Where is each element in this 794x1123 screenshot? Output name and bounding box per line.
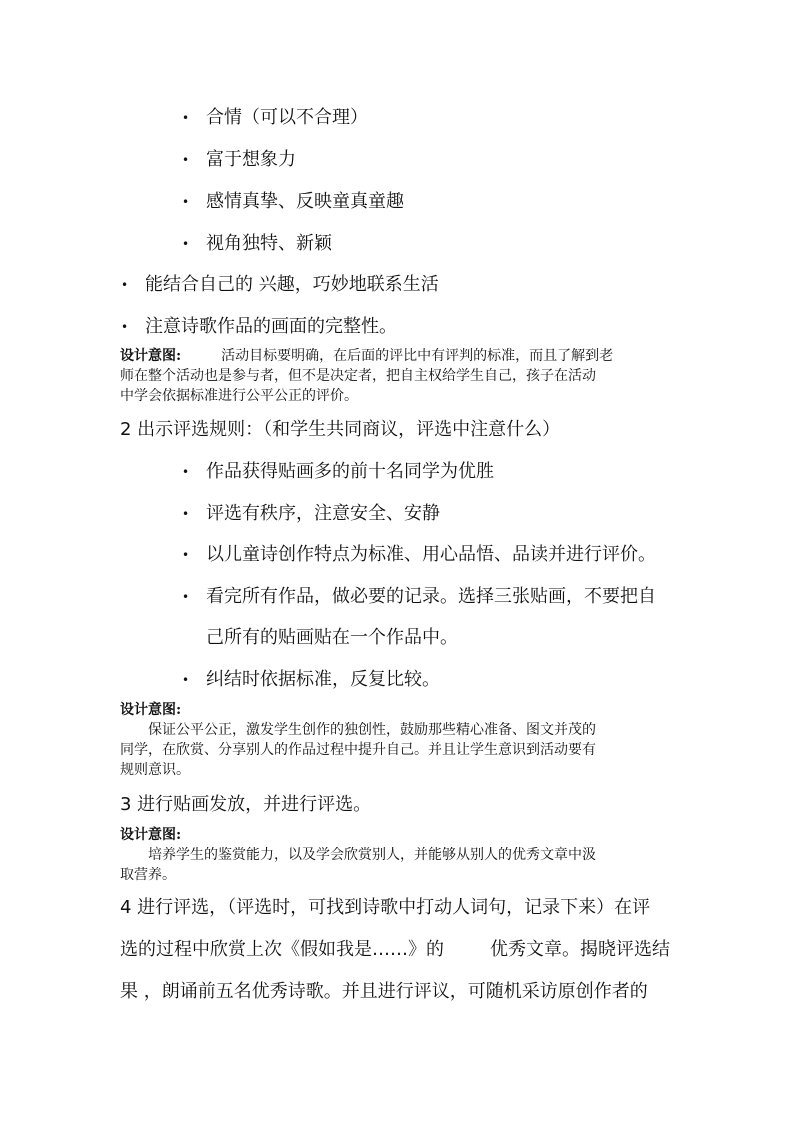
bullet-icon: • [182,153,190,167]
bullet-icon: • [182,111,190,125]
bullet-icon: • [121,320,129,334]
step-2-heading: 2 出示评选规则：（和学生共同商议，评选中注意什么） [120,419,561,440]
bullet-icon: • [121,278,129,292]
bullet-icon: • [182,465,190,479]
step-4-line-2: 选的过程中欣赏上次《假如我是……》的 优秀文章。揭晓评选结 [120,939,670,960]
document-page: • 合情（可以不合理） • 富于想象力 • 感情真挚、反映童真童趣 • 视角独特、新颖 • 能结合自己的 兴趣，巧妙地联系生活 • 注意诗歌作品的画面的完整性。 设计意图: 活动目标要明确，在后面的评比中有评判的标准，而且了解到老 师在整个活动也是参与者，但不是决定者，把自主权给学生自己，孩子在活动 中学会依据标准进行公平公正的评价。 2 出示评选规则：（和学生共同商议，评选中注意什么） • 作品获得贴画多的前十名同学为优胜 • 评选有秩序，注意安全、安静 • 以儿童诗创作特点为标准、用心品悟、品读并进行评价。 • 看完所有作品，做必要的记录。选择三张贴画，不要把自 己所有的贴画贴在一个作品中。 • 纠结时依据标准，反复比较。 设计意图: 保证公平公正，激发学生创作的独创性，鼓励那些精心准备、图文并茂的 同学，在欣赏、分享别人的作品过程中提升自己。并且让学生意识到活动要有 规则意识。 3 进行贴画发放，并进行评选。 设计意图: 培养学生的鉴赏能力，以及学会欣赏别人，并能够从别人的优秀文章中汲 取营养。 4 进行评选，（评选时，可找到诗歌中打动人词句，记录下来）在评 选的过程中欣赏上次《假如我是……》的 优秀文章。揭晓评选结 果 ，朗诵前五名优秀诗歌。并且进行评议，可随机采访原创作者的 [0,0,794,1123]
design-intent-note-3: 设计意图: 培养学生的鉴赏能力，以及学会欣赏别人，并能够从别人的优秀文章中汲 取营养。 [120,827,596,883]
bullet-icon: • [182,590,190,604]
design-intent-note-2: 设计意图: 保证公平公正，激发学生创作的独创性，鼓励那些精心准备、图文并茂的 同学，在欣赏、分享别人的作品过程中提升自己。并且让学生意识到活动要有 规则意识。 [120,702,596,778]
step-4-line-3: 果 ，朗诵前五名优秀诗歌。并且进行评议，可随机采访原创作者的 [120,981,648,1002]
bullet-icon: • [182,237,190,251]
bullet-icon: • [182,195,190,209]
design-intent-note-1: 设计意图: 活动目标要明确，在后面的评比中有评判的标准，而且了解到老 师在整个活动也是参与者，但不是决定者，把自主权给学生自己，孩子在活动 中学会依据标准进行公平公正的评价。 [120,348,614,404]
bullet-icon: • [182,507,190,521]
step-4-line-1: 4 进行评选，（评选时，可找到诗歌中打动人词句，记录下来）在评 [120,897,651,918]
step-3-heading: 3 进行贴画发放，并进行评选。 [120,794,372,815]
bullet-icon: • [182,548,190,562]
bullet-icon: • [182,673,190,687]
